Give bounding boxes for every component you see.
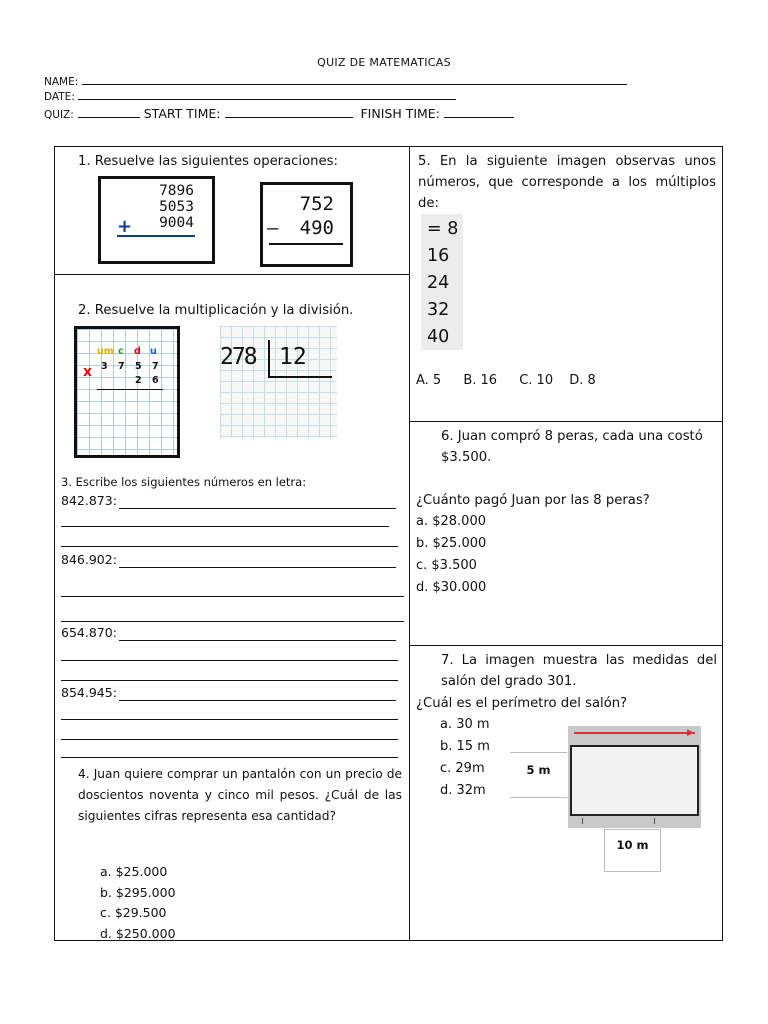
sequence-item-5: 40 — [427, 327, 450, 347]
division-bracket-horizontal — [268, 376, 332, 378]
q1-subtraction-image — [260, 182, 353, 267]
place-d: d — [134, 346, 141, 357]
multiplicand-digit-1: 3 — [101, 361, 108, 372]
multiplicand-digit-2: 7 — [118, 361, 125, 372]
width-arrow — [574, 732, 695, 734]
q7-options — [440, 714, 490, 802]
q3-answer-line-2c[interactable] — [61, 621, 404, 622]
q4-option-d[interactable]: d. $250.000 — [100, 925, 176, 941]
q5-options — [416, 373, 596, 388]
q6-option-d[interactable]: d. $30.000 — [416, 580, 487, 595]
q3-answer-line-4d[interactable] — [61, 757, 398, 758]
q3-answer-line-1a[interactable] — [119, 508, 396, 509]
width-tick-left — [582, 818, 583, 824]
q3-number-3: 654.870: — [61, 625, 117, 640]
quiz-label: QUIZ: — [44, 109, 74, 121]
q4-option-c[interactable]: c. $29.500 — [100, 905, 167, 920]
q3-answer-line-2b[interactable] — [61, 596, 404, 597]
place-um: um — [97, 346, 114, 357]
room-rectangle — [570, 745, 699, 816]
sequence-item-4: 32 — [427, 300, 450, 320]
q4-option-a[interactable]: a. $25.000 — [100, 864, 168, 879]
q4-text: 4. Juan quiere comprar un pantalón con un precio de doscientos noventa y cinco mil pesos. ¿Cuál de las siguientes cifras representa esa cantidad? — [78, 767, 402, 823]
multiplicand-digit-4: 7 — [152, 361, 159, 372]
minus-sign: – — [267, 217, 279, 239]
width-tick-right — [654, 818, 655, 824]
height-label: 5 m — [526, 763, 551, 777]
date-row — [44, 89, 456, 103]
arrow-head-icon: ▶ — [687, 728, 694, 738]
subtrahend: 490 — [299, 217, 334, 239]
addend-3: 9004 — [159, 215, 194, 231]
multiplier-digit-2: 6 — [152, 375, 159, 386]
q3-answer-line-3b[interactable] — [61, 660, 398, 661]
start-time-field[interactable] — [225, 107, 353, 118]
date-field[interactable] — [78, 89, 456, 100]
addend-2: 5053 — [159, 199, 194, 215]
place-u: u — [150, 346, 157, 357]
row-divider-right-1 — [409, 421, 723, 422]
row-divider-left-1 — [54, 274, 410, 275]
q7-option-c[interactable]: c. 29m — [440, 761, 485, 776]
addend-1: 7896 — [159, 183, 194, 199]
minuend: 752 — [299, 193, 334, 215]
q3-answer-line-3a[interactable] — [119, 640, 396, 641]
height-label-box — [510, 752, 567, 798]
quiz-field[interactable] — [78, 107, 140, 118]
q6-text: 6. Juan compró 8 peras, cada una costó $3.500. — [441, 429, 703, 465]
q3-answer-line-4c[interactable] — [61, 739, 398, 740]
q5-text: 5. En la siguiente imagen observas unos números, que corresponde a los múltiplos de: — [418, 154, 716, 211]
width-label-box — [604, 829, 661, 872]
sequence-item-2: 16 — [427, 246, 450, 266]
q1-text: 1. Resuelve las siguientes operaciones: — [78, 154, 338, 169]
q3-text: 3. Escribe los siguientes números en letra: — [61, 475, 307, 489]
divisor: 12 — [279, 344, 307, 370]
q6-option-b[interactable]: b. $25.000 — [416, 536, 487, 551]
room-diagram — [568, 726, 701, 828]
date-label: DATE: — [44, 91, 75, 103]
q3-answer-line-2a[interactable] — [119, 567, 396, 568]
q1-addition-image — [98, 176, 215, 264]
q4-options — [100, 862, 176, 944]
q7-question: ¿Cuál es el perímetro del salón? — [416, 696, 628, 711]
q2-division-image — [220, 326, 337, 438]
finish-time-label: FINISH TIME: — [360, 106, 440, 121]
plus-sign: + — [117, 216, 133, 237]
width-label: 10 m — [616, 838, 649, 852]
sequence-item-3: 24 — [427, 273, 450, 293]
q5-option-c[interactable]: C. 10 — [519, 373, 554, 388]
finish-time-field[interactable] — [444, 107, 514, 118]
start-time-label: START TIME: — [143, 106, 221, 121]
q6-question: ¿Cuánto pagó Juan por las 8 peras? — [416, 493, 650, 508]
q6-option-c[interactable]: c. $3.500 — [416, 558, 477, 573]
q3-answer-line-1c[interactable] — [61, 546, 398, 547]
q3-number-2: 846.902: — [61, 552, 117, 567]
q6-options — [416, 511, 486, 599]
q3-answer-line-4b[interactable] — [61, 719, 398, 720]
q5-option-a[interactable]: A. 5 — [416, 373, 442, 388]
column-divider — [409, 146, 410, 941]
q3-number-4: 854.945: — [61, 685, 117, 700]
q5-option-d[interactable]: D. 8 — [569, 373, 596, 388]
q4-option-b[interactable]: b. $295.000 — [100, 884, 176, 900]
q5-option-b[interactable]: B. 16 — [463, 373, 498, 388]
times-sign: x — [83, 364, 93, 380]
q6-option-a[interactable]: a. $28.000 — [416, 514, 486, 529]
subtraction-result-line — [269, 243, 343, 245]
row-divider-right-2 — [409, 645, 723, 646]
name-field[interactable] — [82, 74, 627, 85]
q7-option-d[interactable]: d. 32m — [440, 783, 486, 798]
multiplier-digit-1: 2 — [135, 375, 142, 386]
addition-result-line — [117, 235, 195, 237]
page-title: QUIZ DE MATEMATICAS — [317, 56, 451, 69]
q7-option-a[interactable]: a. 30 m — [440, 717, 490, 732]
division-bracket-vertical — [268, 340, 270, 378]
q7-option-b[interactable]: b. 15 m — [440, 739, 490, 754]
multiplication-result-line — [97, 389, 163, 390]
q3-number-1: 842.873: — [61, 493, 117, 508]
q2-multiplication-image — [74, 326, 180, 458]
q3-answer-line-1b[interactable] — [61, 526, 389, 527]
place-c: c — [118, 346, 124, 357]
quiz-row — [44, 106, 514, 121]
q2-text: 2. Resuelve la multiplicación y la división. — [78, 303, 354, 318]
q3-answer-line-3c[interactable] — [61, 680, 398, 681]
q7-text: 7. La imagen muestra las medidas del salón del grado 301. — [441, 653, 717, 689]
q3-answer-line-4a[interactable] — [119, 700, 396, 701]
sequence-item-1: = 8 — [427, 219, 459, 239]
multiplicand-digit-3: 5 — [135, 361, 142, 372]
q5-sequence-image — [421, 214, 463, 350]
dividend: 278 — [220, 344, 256, 370]
name-label: NAME: — [44, 76, 79, 88]
name-row — [44, 74, 627, 88]
